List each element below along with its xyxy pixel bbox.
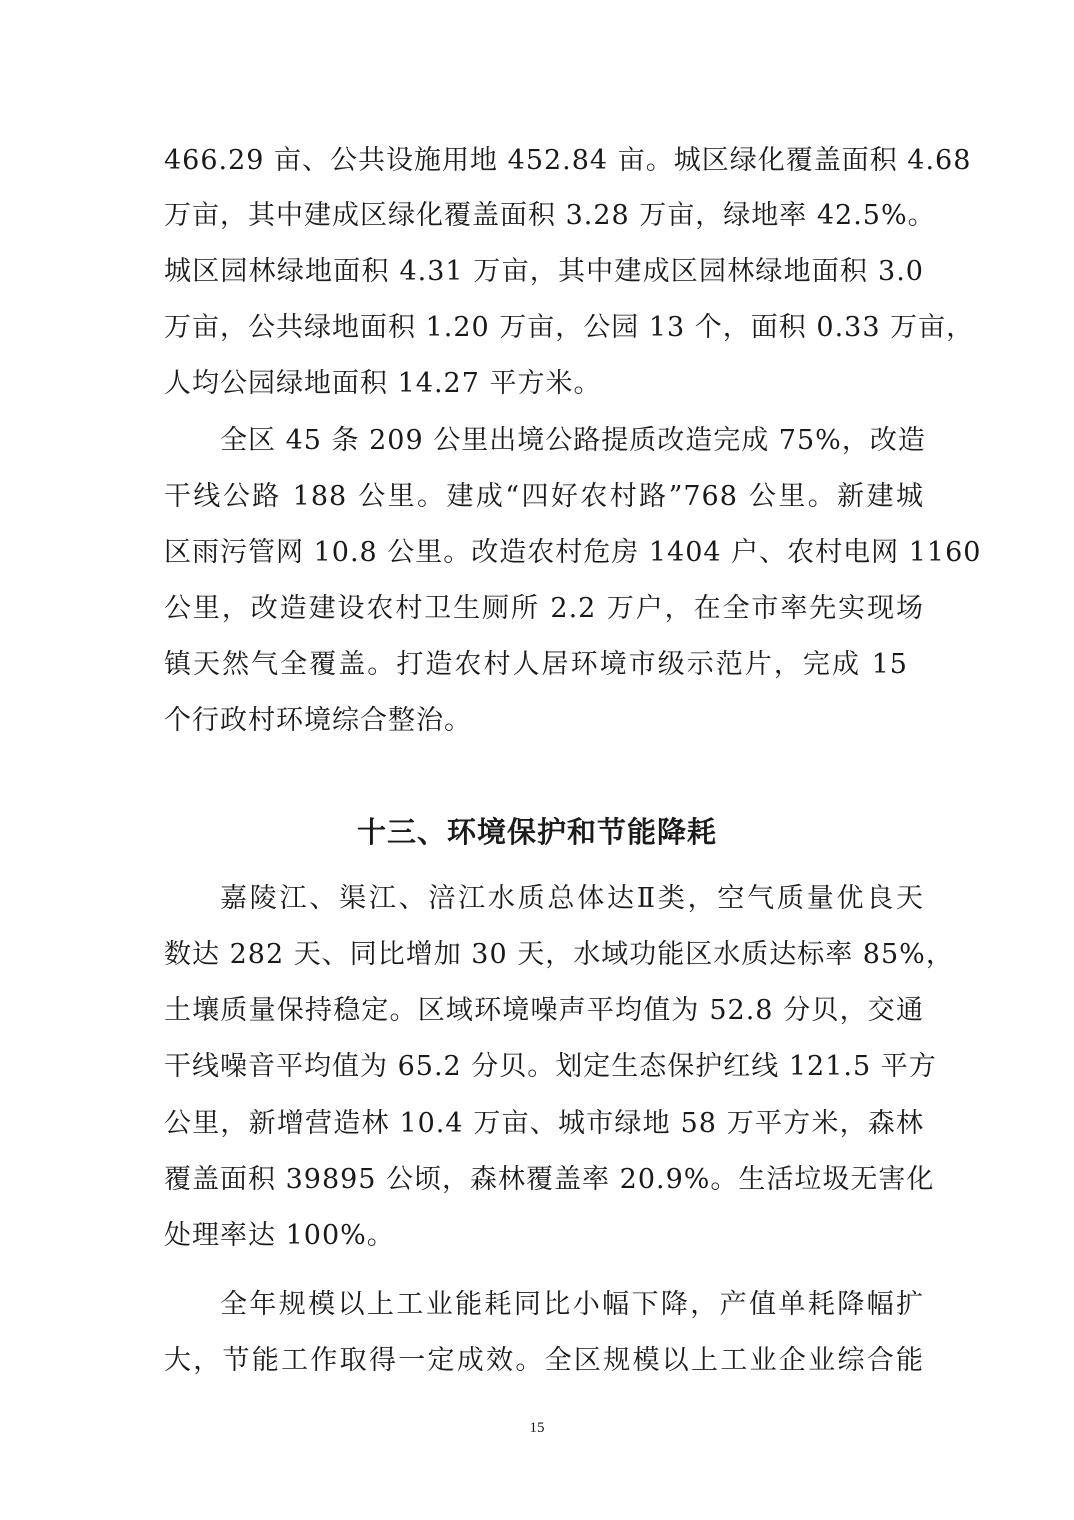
- paragraph-line: 万亩，其中建成区绿化覆盖面积 3.28 万亩，绿地率 42.5%。: [164, 200, 936, 231]
- paragraph-line: 土壤质量保持稳定。区域环境噪声平均值为 52.8 分贝，交通: [164, 995, 924, 1026]
- paragraph-line: 公里，改造建设农村卫生厕所 2.2 万户，在全市率先实现场: [164, 593, 924, 624]
- paragraph-line: 全年规模以上工业能耗同比小幅下降，产值单耗降幅扩: [220, 1289, 924, 1320]
- paragraph-line: 全区 45 条 209 公里出境公路提质改造完成 75%，改造: [220, 425, 926, 456]
- paragraph-line: 公里，新增营造林 10.4 万亩、城市绿地 58 万平方米，森林: [164, 1108, 924, 1139]
- paragraph-line: 干线噪音平均值为 65.2 分贝。划定生态保护红线 121.5 平方: [164, 1051, 937, 1082]
- paragraph-line: 城区园林绿地面积 4.31 万亩，其中建成区园林绿地面积 3.0: [164, 256, 924, 287]
- paragraph-line: 人均公园绿地面积 14.27 平方米。: [164, 368, 602, 399]
- paragraph-line: 镇天然气全覆盖。打造农村人居环境市级示范片，完成 15: [164, 649, 908, 680]
- paragraph-line: 大，节能工作取得一定成效。全区规模以上工业企业综合能: [164, 1345, 924, 1376]
- paragraph-line: 处理率达 100%。: [164, 1220, 395, 1251]
- paragraph-line: 万亩，公共绿地面积 1.20 万亩，公园 13 个，面积 0.33 万亩，: [164, 312, 975, 343]
- paragraph-line: 嘉陵江、渠江、涪江水质总体达Ⅱ类，空气质量优良天: [220, 883, 924, 914]
- page-number: 15: [529, 1420, 545, 1436]
- paragraph-line: 覆盖面积 39895 公顷，森林覆盖率 20.9%。生活垃圾无害化: [164, 1164, 935, 1195]
- paragraph-line: 466.29 亩、公共设施用地 452.84 亩。城区绿化覆盖面积 4.68: [164, 145, 972, 176]
- paragraph-line: 个行政村环境综合整治。: [164, 705, 472, 736]
- paragraph-line: 数达 282 天、同比增加 30 天，水域功能区水质达标率 85%，: [164, 939, 954, 970]
- section-heading: 十三、环境保护和节能降耗: [356, 815, 717, 849]
- paragraph-line: 区雨污管网 10.8 公里。改造农村危房 1404 户、农村电网 1160: [164, 537, 982, 568]
- paragraph-line: 干线公路 188 公里。建成“四好农村路”768 公里。新建城: [164, 481, 924, 512]
